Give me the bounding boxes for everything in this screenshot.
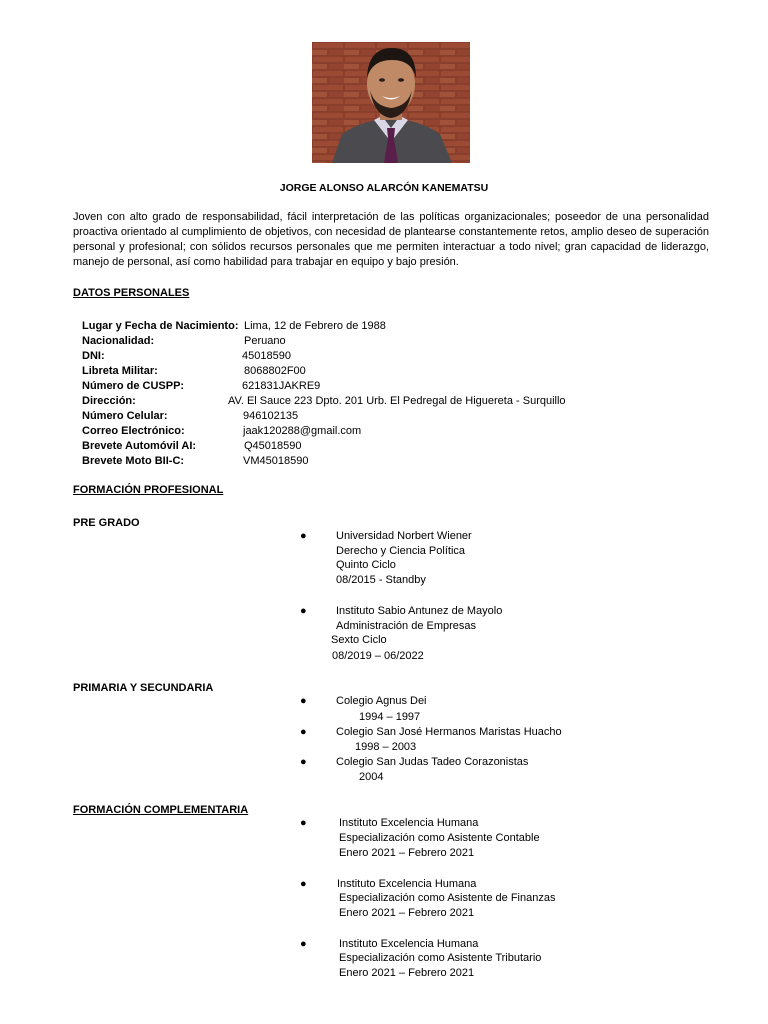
bullet-icon: ● [300,726,307,738]
course-dates: Enero 2021 – Febrero 2021 [339,967,475,979]
field-label: Nacionalidad: [82,335,155,347]
field-label: DNI: [82,350,105,362]
course-institution: Instituto Excelencia Humana [337,878,477,890]
field-label: Libreta Militar: [82,365,158,377]
field-label: Lugar y Fecha de Nacimiento: [82,320,239,332]
personal-data-row [82,364,306,379]
field-label: Número Celular: [82,410,168,422]
personal-data-row [82,319,386,334]
school-name: Colegio Agnus Dei [336,695,427,707]
course-name: Especialización como Asistente Contable [339,832,540,844]
bullet-icon: ● [300,695,307,707]
personal-data-row [82,439,302,454]
program-name: Derecho y Ciencia Política [336,545,466,557]
program-level: Sexto Ciclo [331,634,387,646]
field-value: Lima, 12 de Febrero de 1988 [244,320,386,332]
school-years: 1998 – 2003 [355,741,417,753]
subheading-pre-grado: PRE GRADO [73,517,140,529]
bullet-icon: ● [300,938,307,950]
bullet-icon: ● [300,530,307,542]
course-institution: Instituto Excelencia Humana [339,938,479,950]
subheading-primaria-secundaria: PRIMARIA Y SECUNDARIA [73,682,214,694]
course-institution: Instituto Excelencia Humana [339,817,479,829]
field-value: 45018590 [242,350,291,362]
section-heading-formacion-profesional: FORMACIÓN PROFESIONAL [73,484,224,496]
program-name: Administración de Empresas [336,620,477,632]
field-value: Peruano [244,335,286,347]
field-label: Brevete Moto BII-C: [82,455,185,467]
institution-name: Universidad Norbert Wiener [336,530,472,542]
candidate-name: JORGE ALONSO ALARCÓN KANEMATSU [279,182,489,194]
institution-name: Instituto Sabio Antunez de Mayolo [336,605,503,617]
profile-photo [312,42,470,163]
field-value: 621831JAKRE9 [242,380,321,392]
profile-photo-image [312,42,470,163]
personal-data-row [82,379,321,394]
section-heading-datos-personales: DATOS PERSONALES [73,287,190,299]
field-value: 8068802F00 [244,365,306,377]
field-label: Dirección: [82,395,136,407]
school-years: 2004 [359,771,384,783]
field-label: Correo Electrónico: [82,425,185,437]
section-heading-formacion-complementaria: FORMACIÓN COMPLEMENTARIA [73,804,249,816]
field-value: 946102135 [243,410,299,422]
field-value: AV. El Sauce 223 Dpto. 201 Urb. El Pedregal de Higuereta - Surquillo [228,395,566,407]
personal-data-row [82,334,286,349]
course-name: Especialización como Asistente de Finanzas [339,892,556,904]
program-level: Quinto Ciclo [336,559,396,571]
field-label: Número de CUSPP: [82,380,185,392]
personal-data-row [82,349,291,364]
personal-data-row [82,454,309,469]
field-value: jaak120288@gmail.com [243,425,362,437]
school-name: Colegio San Judas Tadeo Corazonistas [336,756,529,768]
field-label: Brevete Automóvil AI: [82,440,197,452]
school-name: Colegio San José Hermanos Maristas Huacho [336,726,562,738]
bullet-icon: ● [300,605,307,617]
personal-data-row [82,424,362,439]
profile-summary: Joven con alto grado de responsabilidad, fácil interpretación de las políticas organizacionales; poseedor de una personalidad proactiva orientado al cumplimiento de objetivos, con necesidad de plantearse constantemente retos, amplio deseo de superación personal y profesional; con sólidos recursos personales que me permiten interactuar a todo nivel; gran capacidad de liderazgo, manejo de personal, así como habilidad para trabajar en equipo y bajo presión. [73,211,709,268]
program-dates: 08/2015 - Standby [336,574,426,586]
bullet-icon: ● [300,756,307,768]
school-years: 1994 – 1997 [359,711,421,723]
bullet-icon: ● [300,817,307,829]
field-value: VM45018590 [243,455,309,467]
course-name: Especialización como Asistente Tributario [339,952,542,964]
course-dates: Enero 2021 – Febrero 2021 [339,907,475,919]
course-dates: Enero 2021 – Febrero 2021 [339,847,475,859]
personal-data-row [82,409,299,424]
personal-data-row [82,394,566,409]
field-value: Q45018590 [244,440,302,452]
program-dates: 08/2019 – 06/2022 [332,650,424,662]
bullet-icon: ● [300,878,307,890]
